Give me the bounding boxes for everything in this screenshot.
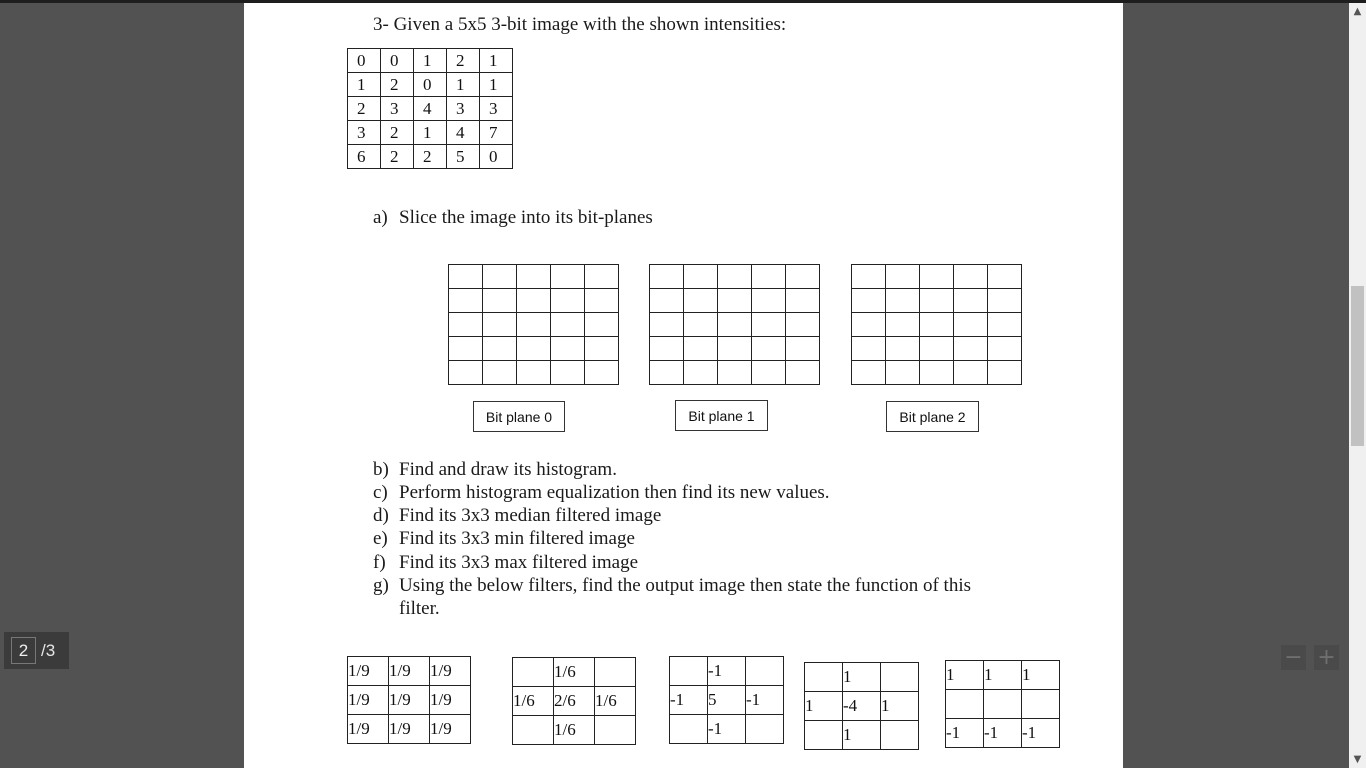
part-c: [373, 482, 1093, 506]
bit-plane-0-label: Bit plane 0: [473, 401, 565, 432]
part-a: [373, 207, 1073, 231]
image-cell: 3: [480, 97, 513, 121]
table-row: [348, 49, 513, 73]
image-cell: 5: [447, 145, 480, 169]
filter-cell: -1: [708, 715, 746, 744]
part-f: [373, 552, 1093, 576]
table-row: [650, 361, 820, 385]
bit-plane-cell: [551, 313, 585, 337]
filter-cell: 1: [1022, 661, 1060, 690]
filter-cell: 1: [843, 663, 881, 692]
bit-plane-cell: [684, 289, 718, 313]
filter-cell: 1: [984, 661, 1022, 690]
bit-plane-1-grid: [649, 264, 820, 385]
image-cell: 2: [381, 121, 414, 145]
filter-cell: 1/9: [348, 657, 389, 686]
part-d-text: Find its 3x3 median filtered image: [399, 505, 662, 526]
table-row: [852, 361, 1022, 385]
image-cell: 2: [414, 145, 447, 169]
bit-plane-cell: [920, 361, 954, 385]
filter-cell: 1/6: [595, 687, 636, 716]
table-row: [449, 361, 619, 385]
filter-cell: -1: [670, 686, 708, 715]
filter-cell: 1/9: [389, 657, 430, 686]
part-g-label: g): [373, 575, 389, 596]
filter-cell: 1/9: [389, 686, 430, 715]
bit-plane-cell: [650, 265, 684, 289]
image-cell: 7: [480, 121, 513, 145]
filter-cell: -1: [1022, 719, 1060, 748]
bit-plane-cell: [886, 337, 920, 361]
bit-plane-0-grid: [448, 264, 619, 385]
table-row: [650, 265, 820, 289]
bit-plane-cell: [551, 337, 585, 361]
image-cell: 2: [381, 73, 414, 97]
filter-5-table: [945, 660, 1060, 748]
table-row: [650, 289, 820, 313]
bit-plane-cell: [752, 361, 786, 385]
bit-plane-cell: [852, 265, 886, 289]
filter-2-table: [512, 657, 636, 745]
bit-plane-cell: [650, 289, 684, 313]
bit-plane-cell: [517, 337, 551, 361]
total-pages: /3: [41, 640, 56, 660]
bit-plane-cell: [551, 289, 585, 313]
bit-plane-cell: [852, 337, 886, 361]
part-f-label: f): [373, 552, 386, 573]
filter-4-table: [804, 662, 919, 750]
image-cell: 3: [381, 97, 414, 121]
bit-plane-cell: [988, 361, 1022, 385]
bit-plane-cell: [988, 265, 1022, 289]
part-c-text: Perform histogram equalization then find its new values.: [399, 482, 830, 503]
bit-plane-cell: [517, 265, 551, 289]
bit-plane-cell: [684, 265, 718, 289]
table-row: [670, 715, 784, 744]
scroll-down-icon[interactable]: ▼: [1353, 754, 1362, 765]
filter-cell: 1/9: [430, 686, 471, 715]
table-row: [670, 686, 784, 715]
filter-3-table: [669, 656, 784, 744]
bit-plane-cell: [954, 337, 988, 361]
part-d: [373, 505, 1093, 529]
bit-plane-cell: [920, 265, 954, 289]
table-row: [348, 145, 513, 169]
filter-cell: -1: [746, 686, 784, 715]
bit-plane-cell: [954, 265, 988, 289]
filter-cell: [881, 663, 919, 692]
table-row: [449, 313, 619, 337]
bit-plane-cell: [718, 337, 752, 361]
table-row: [513, 658, 636, 687]
bit-plane-cell: [886, 265, 920, 289]
image-cell: 0: [480, 145, 513, 169]
bit-plane-cell: [954, 289, 988, 313]
table-row: [449, 265, 619, 289]
filter-cell: [513, 658, 554, 687]
bit-plane-cell: [517, 313, 551, 337]
bit-plane-cell: [483, 361, 517, 385]
filter-cell: [984, 690, 1022, 719]
table-row: [348, 657, 471, 686]
bit-plane-cell: [517, 289, 551, 313]
filter-cell: [805, 721, 843, 750]
filter-cell: 1/9: [348, 715, 389, 744]
bit-plane-cell: [920, 337, 954, 361]
image-cell: 1: [447, 73, 480, 97]
filter-cell: [746, 715, 784, 744]
part-a-label: a): [373, 207, 388, 228]
bit-plane-cell: [786, 361, 820, 385]
part-g-continuation: filter.: [399, 598, 440, 619]
bit-plane-cell: [585, 289, 619, 313]
table-row: [852, 313, 1022, 337]
bit-plane-cell: [718, 313, 752, 337]
part-g: [373, 575, 1093, 599]
table-row: [805, 721, 919, 750]
filter-cell: 1/9: [430, 715, 471, 744]
table-row: [852, 265, 1022, 289]
bit-plane-cell: [752, 289, 786, 313]
bit-plane-cell: [684, 337, 718, 361]
bit-plane-cell: [585, 361, 619, 385]
bit-plane-cell: [920, 289, 954, 313]
bit-plane-cell: [886, 313, 920, 337]
bit-plane-cell: [718, 265, 752, 289]
filter-cell: [513, 716, 554, 745]
bit-plane-cell: [483, 337, 517, 361]
image-cell: 4: [414, 97, 447, 121]
filter-cell: [881, 721, 919, 750]
bit-plane-cell: [886, 289, 920, 313]
bit-plane-cell: [718, 361, 752, 385]
bit-plane-cell: [786, 337, 820, 361]
part-b-label: b): [373, 459, 389, 480]
bit-plane-cell: [517, 361, 551, 385]
filter-cell: -1: [984, 719, 1022, 748]
bit-plane-cell: [852, 361, 886, 385]
bit-plane-cell: [852, 313, 886, 337]
part-b-text: Find and draw its histogram.: [399, 459, 617, 480]
bit-plane-cell: [449, 289, 483, 313]
page-indicator: [4, 632, 69, 669]
current-page-input[interactable]: 2: [11, 637, 36, 664]
bit-plane-cell: [954, 361, 988, 385]
filter-cell: 1: [805, 692, 843, 721]
bit-plane-cell: [483, 313, 517, 337]
bit-plane-2-grid: [851, 264, 1022, 385]
table-row: [946, 661, 1060, 690]
filter-cell: [670, 715, 708, 744]
scroll-up-icon[interactable]: ▲: [1353, 6, 1362, 17]
bit-plane-cell: [752, 265, 786, 289]
bit-plane-cell: [585, 337, 619, 361]
image-cell: 0: [414, 73, 447, 97]
bit-plane-cell: [684, 313, 718, 337]
filter-cell: 5: [708, 686, 746, 715]
filter-cell: [946, 690, 984, 719]
image-intensity-table: [347, 48, 513, 169]
filter-cell: 1/6: [554, 658, 595, 687]
part-c-label: c): [373, 482, 388, 503]
bit-plane-cell: [551, 361, 585, 385]
table-row: [805, 692, 919, 721]
filter-cell: 1: [946, 661, 984, 690]
filter-cell: 1/6: [554, 716, 595, 745]
image-cell: 3: [348, 121, 381, 145]
bit-plane-cell: [718, 289, 752, 313]
table-row: [348, 121, 513, 145]
table-row: [348, 715, 471, 744]
table-row: [449, 337, 619, 361]
image-cell: 4: [447, 121, 480, 145]
table-row: [348, 97, 513, 121]
table-row: [650, 337, 820, 361]
bit-plane-cell: [449, 313, 483, 337]
bit-plane-cell: [684, 361, 718, 385]
image-cell: 3: [447, 97, 480, 121]
image-cell: 2: [381, 145, 414, 169]
table-row: [449, 289, 619, 313]
part-e-text: Find its 3x3 min filtered image: [399, 528, 635, 549]
image-cell: 6: [348, 145, 381, 169]
scrollbar-thumb[interactable]: [1351, 286, 1364, 446]
bit-plane-cell: [449, 337, 483, 361]
bit-plane-cell: [483, 265, 517, 289]
filter-cell: [595, 716, 636, 745]
image-cell: 2: [348, 97, 381, 121]
table-row: [852, 337, 1022, 361]
filter-cell: 1/6: [513, 687, 554, 716]
bit-plane-cell: [786, 289, 820, 313]
bit-plane-cell: [886, 361, 920, 385]
filter-cell: -4: [843, 692, 881, 721]
filter-cell: 1: [843, 721, 881, 750]
table-row: [852, 289, 1022, 313]
image-cell: 2: [447, 49, 480, 73]
table-row: [946, 690, 1060, 719]
bit-plane-cell: [988, 337, 1022, 361]
part-b: [373, 459, 1093, 483]
part-e-label: e): [373, 528, 388, 549]
filter-cell: 1/9: [348, 686, 389, 715]
bit-plane-cell: [449, 361, 483, 385]
bit-plane-cell: [954, 313, 988, 337]
table-row: [513, 687, 636, 716]
table-row: [348, 686, 471, 715]
part-d-label: d): [373, 505, 389, 526]
part-e: [373, 528, 1093, 552]
bit-plane-cell: [585, 313, 619, 337]
bit-plane-cell: [650, 361, 684, 385]
image-cell: 0: [348, 49, 381, 73]
bit-plane-cell: [752, 337, 786, 361]
table-row: [946, 719, 1060, 748]
bit-plane-cell: [449, 265, 483, 289]
bit-plane-cell: [852, 289, 886, 313]
image-cell: 1: [480, 73, 513, 97]
part-g-text: Using the below filters, find the output image then state the function of this: [399, 575, 971, 596]
bit-plane-cell: [920, 313, 954, 337]
zoom-in-button[interactable]: +: [1314, 645, 1339, 670]
part-f-text: Find its 3x3 max filtered image: [399, 552, 639, 573]
table-row: [805, 663, 919, 692]
filter-cell: -1: [946, 719, 984, 748]
image-cell: 1: [348, 73, 381, 97]
bit-plane-cell: [551, 265, 585, 289]
bit-plane-cell: [585, 265, 619, 289]
bit-plane-cell: [650, 337, 684, 361]
filter-cell: 2/6: [554, 687, 595, 716]
filter-cell: 1: [881, 692, 919, 721]
bit-plane-cell: [650, 313, 684, 337]
image-cell: 1: [414, 49, 447, 73]
bit-plane-cell: [988, 313, 1022, 337]
part-a-text: Slice the image into its bit-planes: [399, 207, 653, 228]
vertical-scrollbar[interactable]: [1349, 3, 1366, 768]
bit-plane-cell: [786, 313, 820, 337]
table-row: [670, 657, 784, 686]
question-title: 3- Given a 5x5 3-bit image with the shown intensities:: [373, 14, 787, 35]
filter-cell: [670, 657, 708, 686]
zoom-out-button[interactable]: −: [1281, 645, 1306, 670]
bit-plane-2-label: Bit plane 2: [886, 401, 979, 432]
filter-cell: 1/9: [389, 715, 430, 744]
image-cell: 1: [480, 49, 513, 73]
table-row: [650, 313, 820, 337]
image-cell: 1: [414, 121, 447, 145]
filter-cell: [805, 663, 843, 692]
table-row: [348, 73, 513, 97]
filter-cell: [746, 657, 784, 686]
bit-plane-1-label: Bit plane 1: [675, 400, 768, 431]
pdf-page: [244, 3, 1123, 768]
bit-plane-cell: [752, 313, 786, 337]
bit-plane-cell: [988, 289, 1022, 313]
bit-plane-cell: [786, 265, 820, 289]
filter-cell: [595, 658, 636, 687]
image-cell: 0: [381, 49, 414, 73]
filter-cell: 1/9: [430, 657, 471, 686]
table-row: [513, 716, 636, 745]
filter-1-table: [347, 656, 471, 744]
filter-cell: -1: [708, 657, 746, 686]
bit-plane-cell: [483, 289, 517, 313]
filter-cell: [1022, 690, 1060, 719]
